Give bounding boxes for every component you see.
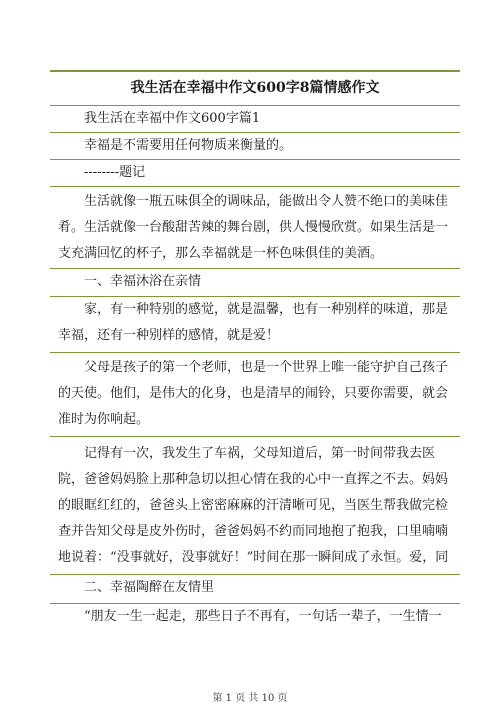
section-heading: 一、幸福沐浴在亲情 bbox=[50, 269, 460, 297]
document-table bbox=[50, 70, 460, 680]
page-footer: 第 1 页 共 10 页 bbox=[212, 693, 288, 704]
paragraph: “朋友一生一起走，那些日子不再有，一句话一辈子，一生情一 bbox=[84, 609, 442, 624]
paragraph: 幸福是不需要用任何物质来衡量的。 bbox=[50, 133, 460, 160]
section-heading: 二、幸福陶醉在友情里 bbox=[50, 575, 460, 604]
epigraph-attribution: --------题记 bbox=[50, 160, 460, 187]
document-title: 我生活在幸福中作文600字8篇情感作文 bbox=[50, 72, 460, 106]
section-heading: 我生活在幸福中作文600字篇1 bbox=[50, 106, 460, 133]
paragraph: 家，有一种特别的感觉，就是温馨，也有一种别样的味道，那是幸福，还有一种别样的感情，就是爱！ bbox=[50, 297, 460, 353]
paragraph: 父母是孩子的第一个老师，也是一个世界上唯一能守护自己孩子的天使。他们，是伟大的化身，也是清早的闹铃，只要你需要，就会准时为你响起。 bbox=[50, 353, 460, 437]
paragraph: 记得有一次，我发生了车祸，父母知道后，第一时间带我去医院，爸爸妈妈脸上那种急切以担心情在我的心中一直挥之不去。妈妈的眼眶红红的，爸爸头上密密麻麻的汗清晰可见，当医生帮我做完检查并告知父母是皮外伤时，爸爸妈妈不约而同地抱了抱我，口里喃喃地说着：“没事就好，没事就好！”时间在那一瞬间成了永恒。爱，同 bbox=[50, 437, 460, 575]
paragraph: 生活就像一瓶五味俱全的调味品，能做出令人赞不绝口的美味佳肴。生活就像一台酸甜苦辣的舞台剧，供人慢慢欣赏。如果生活是一支充满回忆的杯子，那么幸福就是一杯色味俱佳的美酒。 bbox=[50, 187, 460, 269]
